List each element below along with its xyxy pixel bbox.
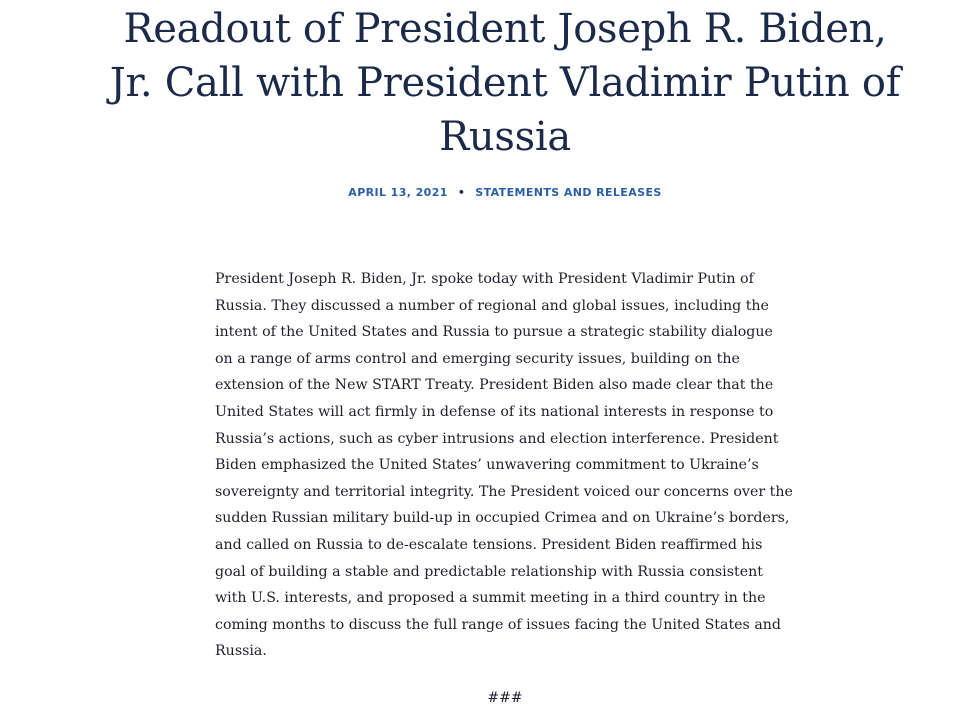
category-link[interactable]: STATEMENTS AND RELEASES xyxy=(475,186,662,199)
meta-separator: • xyxy=(457,186,466,199)
article-body: President Joseph R. Biden, Jr. spoke today with President Vladimir Putin of Russia. They discussed a number of regional and global issues, including the intent of the United States and Russia to pursue a strategic stability dialogue on a range of arms control and emerging security issues, building on the extension of the New START Treaty. President Biden also made clear that the United States will act firmly in defense of its national interests in response to Russia’s actions, such as cyber intrusions and election interference. President Biden emphasized the United States’ unwavering commitment to Ukraine’s sovereignty and territorial integrity. The President voiced our concerns over the sudden Russian military build-up in occupied Crimea and on Ukraine’s borders, and called on Russia to de-escalate tensions. President Biden reaffirmed his goal of building a stable and predictable relationship with Russia consistent with U.S. interests, and proposed a summit meeting in a third country in the coming months to discuss the full range of issues facing the United States and Russia. xyxy=(215,271,793,660)
end-mark: ### xyxy=(487,690,523,706)
article-meta xyxy=(0,186,960,200)
page-title: Readout of President Joseph R. Biden, Jr. Call with President Vladimir Putin of Russia xyxy=(109,6,901,160)
publish-date: APRIL 13, 2021 xyxy=(348,186,448,199)
